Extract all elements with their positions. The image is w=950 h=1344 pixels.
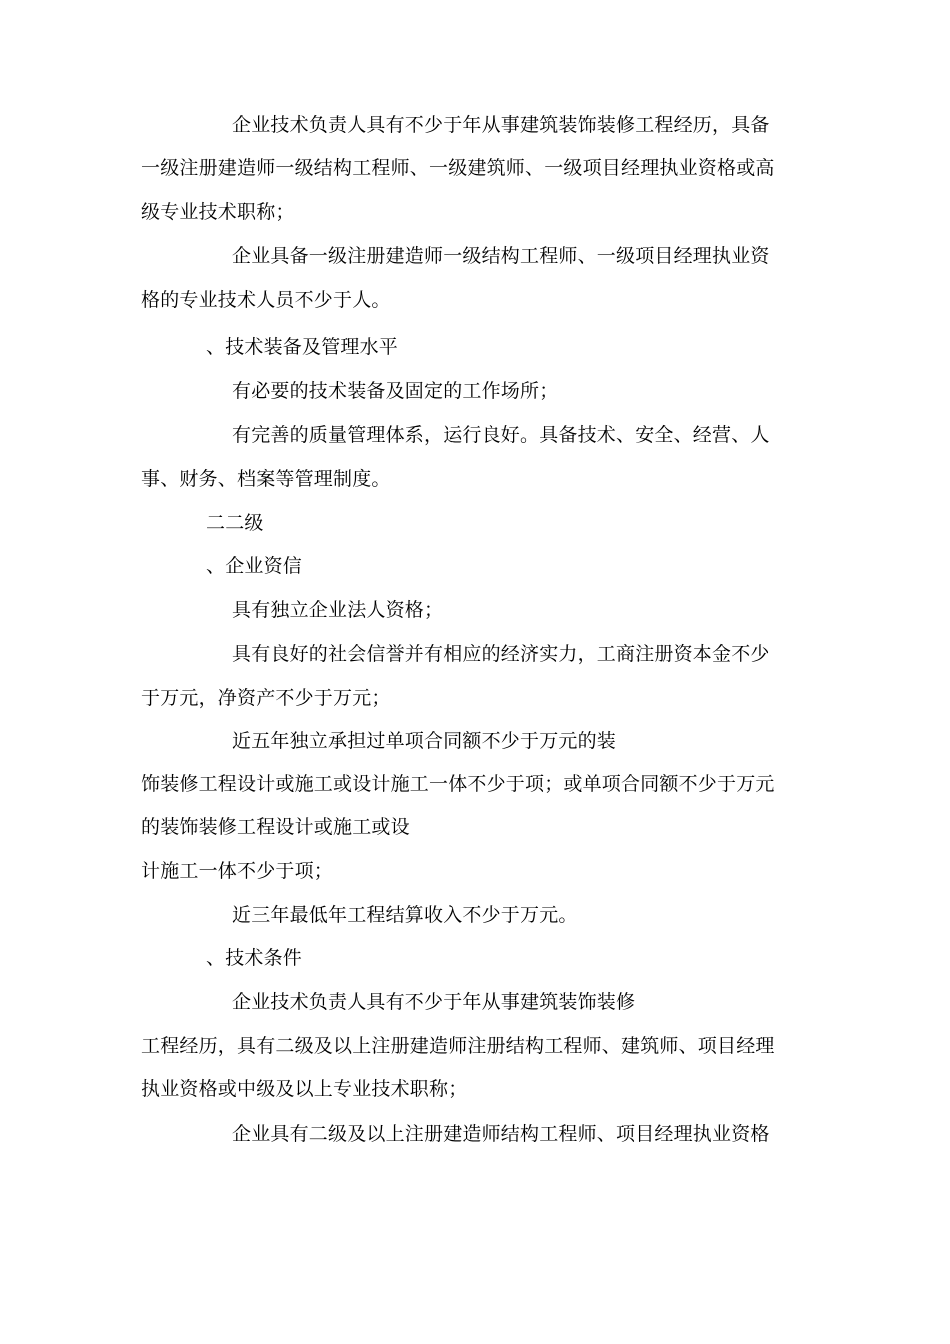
body-text-line: 企业技术负责人具有不少于年从事建筑装饰装修工程经历，具备 <box>232 114 770 136</box>
section-heading: 二二级 <box>206 512 264 534</box>
body-text-line: 企业具有二级及以上注册建造师结构工程师、项目经理执业资格 <box>232 1123 770 1145</box>
body-text-line: 企业技术负责人具有不少于年从事建筑装饰装修 <box>232 991 636 1013</box>
body-text-line: 格的专业技术人员不少于人。 <box>141 289 391 311</box>
body-text-line: 有完善的质量管理体系，运行良好。具备技术、安全、经营、人 <box>232 424 770 446</box>
body-text-line: 企业具备一级注册建造师一级结构工程师、一级项目经理执业资 <box>232 245 770 267</box>
body-text-line: 计施工一体不少于项； <box>141 860 334 882</box>
body-text-line: 有必要的技术装备及固定的工作场所； <box>232 380 559 402</box>
body-text-line: 工程经历，具有二级及以上注册建造师注册结构工程师、建筑师、项目经理 <box>141 1035 775 1057</box>
body-text-line: 近三年最低年工程结算收入不少于万元。 <box>232 904 578 926</box>
body-text-line: 的装饰装修工程设计或施工或设 <box>141 816 410 838</box>
body-text-line: 具有良好的社会信誉并有相应的经济实力，工商注册资本金不少 <box>232 643 770 665</box>
body-text-line: 一级注册建造师一级结构工程师、一级建筑师、一级项目经理执业资格或高 <box>141 157 775 179</box>
section-heading: 、技术条件 <box>206 947 303 969</box>
body-text-line: 具有独立企业法人资格； <box>232 599 444 621</box>
body-text-line: 执业资格或中级及以上专业技术职称； <box>141 1078 468 1100</box>
body-text-line: 级专业技术职称； <box>141 201 295 223</box>
body-text-line: 于万元，净资产不少于万元； <box>141 687 391 709</box>
body-text-line: 饰装修工程设计或施工或设计施工一体不少于项；或单项合同额不少于万元 <box>141 773 775 795</box>
section-heading: 、技术装备及管理水平 <box>206 336 399 358</box>
section-heading: 、企业资信 <box>206 555 303 577</box>
body-text-line: 事、财务、档案等管理制度。 <box>141 468 391 490</box>
body-text-line: 近五年独立承担过单项合同额不少于万元的装 <box>232 730 617 752</box>
